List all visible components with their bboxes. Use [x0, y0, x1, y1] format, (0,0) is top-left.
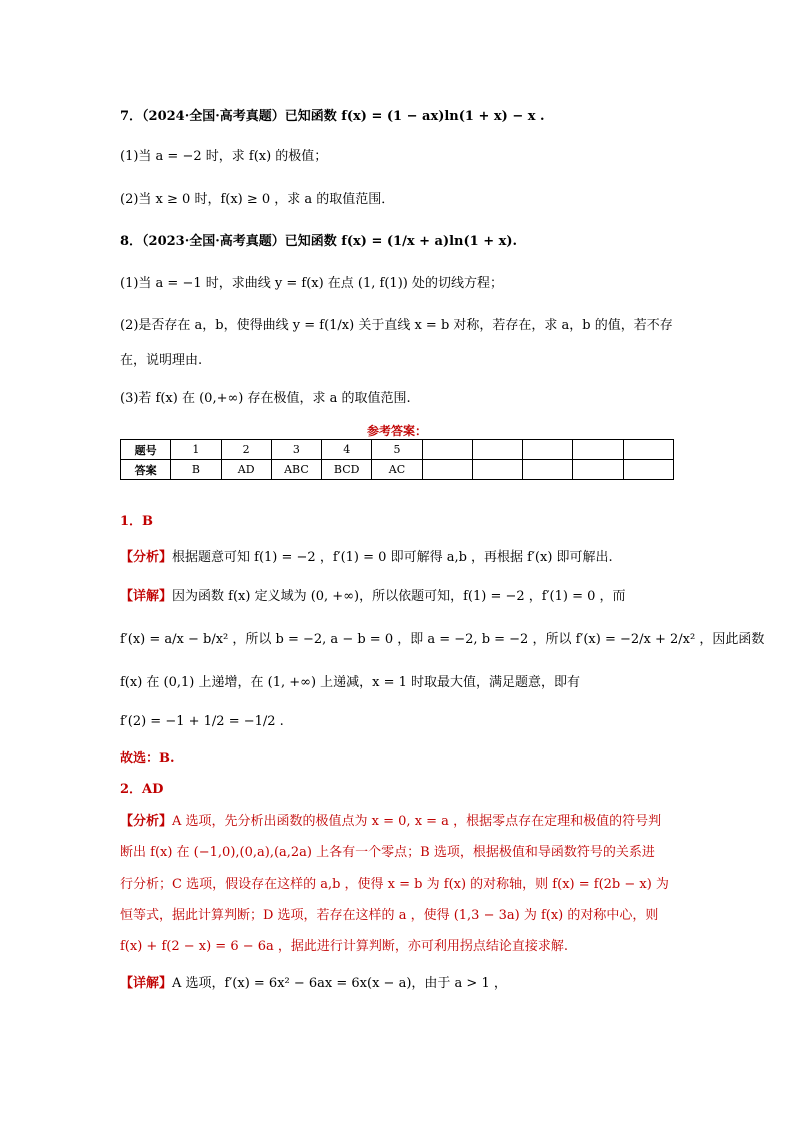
- q7-part1: (1)当 a = −2 时，求 f(x) 的极值；: [120, 149, 328, 164]
- analysis-tag: 【分析】: [120, 814, 173, 829]
- answer-number-cell: [573, 440, 623, 460]
- answer-value-cell: ABC: [271, 460, 321, 480]
- sol2-detail-line1: [120, 974, 507, 994]
- q8-header: 8．（2023·全国·高考真题）已知函数 f(x) = (1/x + a)ln(1 + x).: [120, 234, 518, 249]
- sol1-detail-line4: f′(2) = −1 + 1/2 = −1/2 .: [120, 714, 284, 729]
- sol1-detail-line1: [120, 587, 626, 607]
- q8-part2-line2: 在，说明理由.: [120, 353, 203, 368]
- detail-text: 因为函数 f(x) 定义域为 (0, +∞)，所以依题可知，f(1) = −2 ，f′(1) = 0 ，而: [172, 589, 626, 604]
- answer-number-label: 题号: [121, 440, 171, 460]
- sol2-heading: 2．AD: [120, 782, 164, 797]
- detail-tag: 【详解】: [120, 976, 173, 991]
- sol2-analysis-line4: 恒等式，据此计算判断；D 选项，若存在这样的 a ，使得 (1,3 − 3a) 为 f(x) 的对称中心，则: [120, 908, 659, 923]
- answer-value-row: [121, 460, 674, 480]
- answer-value-cell: AC: [372, 460, 422, 480]
- sol1-detail-line2: f′(x) = a/x − b/x² ，所以 b = −2, a − b = 0 ，即 a = −2, b = −2 ，所以 f′(x) = −2/x + 2/x² ，因此函数: [120, 632, 765, 647]
- q8-part3: (3)若 f(x) 在 (0,+∞) 存在极值，求 a 的取值范围.: [120, 391, 411, 406]
- answer-number-cell: 4: [322, 440, 372, 460]
- answer-number-cell: [523, 440, 573, 460]
- answer-value-cell: [472, 460, 522, 480]
- answer-value-cell: [523, 460, 573, 480]
- answer-value-cell: AD: [221, 460, 271, 480]
- answer-value-cell: B: [171, 460, 221, 480]
- sol2-analysis-line1: [120, 812, 661, 832]
- answer-value-cell: [623, 460, 673, 480]
- sol1-analysis: [120, 548, 613, 568]
- q7-part2: (2)当 x ≥ 0 时，f(x) ≥ 0 ，求 a 的取值范围．: [120, 192, 395, 207]
- answer-number-cell: [623, 440, 673, 460]
- answer-number-cell: 1: [171, 440, 221, 460]
- analysis-text: A 选项，先分析出函数的极值点为 x = 0, x = a ，根据零点存在定理和极值的符号判: [172, 814, 662, 829]
- detail-tag: 【详解】: [120, 589, 173, 604]
- answer-number-cell: 2: [221, 440, 271, 460]
- q8-part1: (1)当 a = −1 时，求曲线 y = f(x) 在点 (1, f(1)) 处的切线方程；: [120, 276, 503, 291]
- answer-table: [120, 439, 674, 480]
- q8-part2-line1: (2)是否存在 a，b，使得曲线 y = f(1/x) 关于直线 x = b 对称，若存在，求 a，b 的值，若不存: [120, 318, 673, 333]
- answer-number-cell: 5: [372, 440, 422, 460]
- answer-value-label: 答案: [121, 460, 171, 480]
- answer-number-cell: 3: [271, 440, 321, 460]
- q7-header: 7．（2024·全国·高考真题）已知函数 f(x) = (1 − ax)ln(1 + x) − x .: [120, 109, 545, 124]
- analysis-tag: 【分析】: [120, 550, 173, 565]
- answer-value-cell: [422, 460, 472, 480]
- answer-number-cell: [422, 440, 472, 460]
- analysis-text: 根据题意可知 f(1) = −2 ，f′(1) = 0 即可解得 a,b ，再根据 f′(x) 即可解出.: [172, 550, 613, 565]
- sol2-analysis-line2: 断出 f(x) 在 (−1,0),(0,a),(a,2a) 上各有一个零点；B 选项，根据极值和导函数符号的关系进: [120, 845, 655, 860]
- detail-text: A 选项，f′(x) = 6x² − 6ax = 6x(x − a)，由于 a > 1 ，: [172, 976, 507, 991]
- answer-value-cell: [573, 460, 623, 480]
- sol2-analysis-line3: 行分析；C 选项，假设存在这样的 a,b ，使得 x = b 为 f(x) 的对称轴，则 f(x) = f(2b − x) 为: [120, 877, 669, 892]
- sol1-heading: 1．B: [120, 514, 154, 529]
- answer-number-cell: [472, 440, 522, 460]
- answer-value-cell: BCD: [322, 460, 372, 480]
- sol2-analysis-line5: f(x) + f(2 − x) = 6 − 6a ，据此进行计算判断，亦可利用拐点结论直接求解.: [120, 939, 569, 954]
- answer-number-row: [121, 440, 674, 460]
- sol1-detail-line3: f(x) 在 (0,1) 上递增，在 (1, +∞) 上递减，x = 1 时取最大值，满足题意，即有: [120, 675, 581, 690]
- sol1-choice: 故选：B.: [120, 751, 175, 766]
- answers-title: 参考答案：: [366, 424, 427, 438]
